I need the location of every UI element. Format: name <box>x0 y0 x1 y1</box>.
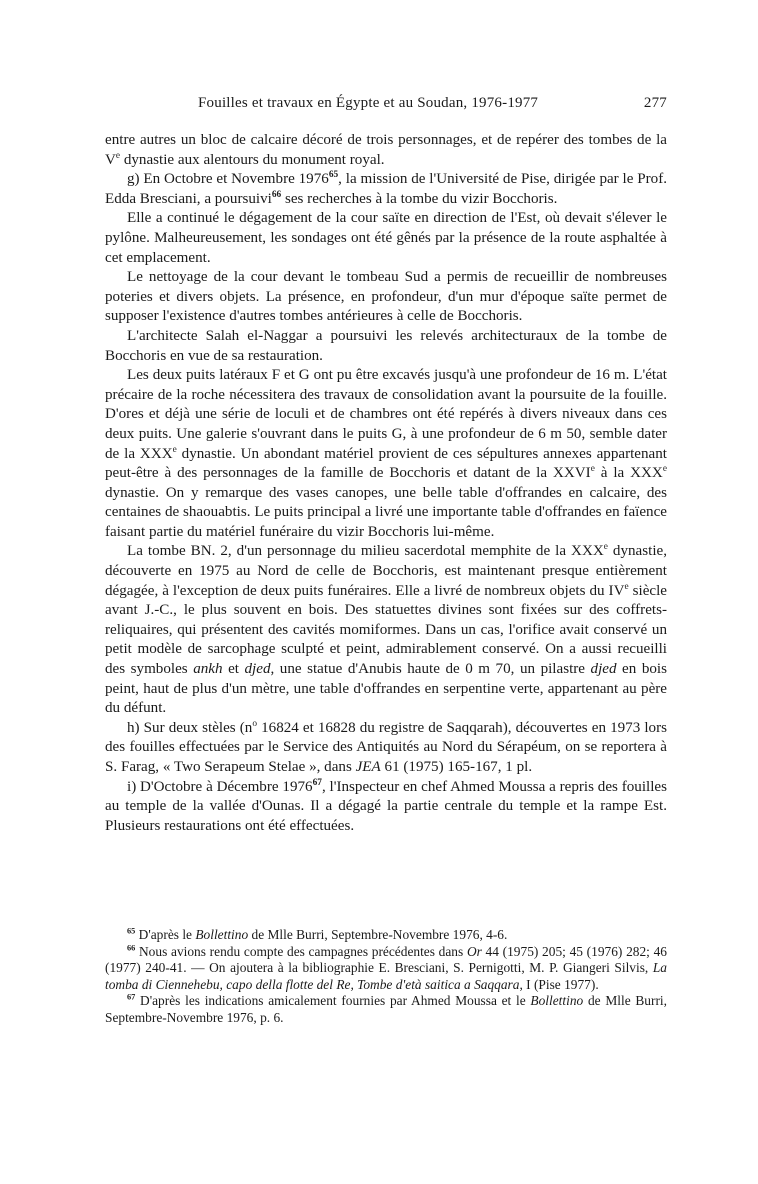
paragraph-continuation: entre autres un bloc de calcaire décoré de trois personnages, et de repérer des tombes de la Ve dynastie aux alentours du monument royal. <box>105 132 667 168</box>
paragraph: La tombe BN. 2, d'un personnage du milieu sacerdotal memphite de la XXXe dynastie, découverte en 1975 au Nord de celle de Bocchoris, est maintenant presque entièrement dégagée, à l'exception de deux puits funéraires. Elle a livré de nombreux objets du IVe siècle avant J.-C., le plus souvent en bois. Des statuettes divines sont fixées sur des coffrets-reliquaires, qui présentent des cavités momiformes. Dans un cas, l'orifice avait conservé un petit modèle de sarcophage sculpté et peint, admirablement conservé. On a aussi recueilli des symboles ankh et djed, une statue d'Anubis haute de 0 m 70, un pilastre djed en bois peint, haut de plus d'un mètre, une table d'offrandes en serpentine verte, appartenant au père du défunt. <box>105 542 667 717</box>
paragraph-i: i) D'Octobre à Décembre 1976$^{67}$, l'Inspecteur en chef Ahmed Moussa a repris des fouilles au temple de la vallée d'Ounas. Il a dégagé la partie centrale du temple et la rampe Est. Plusieurs restaurations ont été effectuées. <box>105 777 668 834</box>
body-text <box>105 131 667 836</box>
footnote-ref-66[interactable]: 66 <box>271 189 282 200</box>
page-number: 277 <box>643 95 667 111</box>
footnotes <box>105 927 667 1026</box>
paragraph: Les deux puits latéraux F et G ont pu être excavés jusqu'à une profondeur de 16 m. L'état précaire de la roche nécessitera des travaux de consolidation avant la poursuite de la fouille. D'ores et déjà une série de loculi et de chambres ont été repérés à divers niveaux dans ces deux puits. Une galerie s'ouvrant dans le puits G, à une profondeur de 6 m 50, semble dater de la XXXe dynastie. Un abondant matériel provient de ces sépultures annexes appartenant peut-être à des personnages de la famille de Bocchoris et datant de la XXVIe à la XXXe dynastie. On y remarque des vases canopes, une belle table d'offrandes en calcaire, des centaines de shaouabtis. Le puits principal a livré une importante table d'offrandes en faïence faisant partie du matériel funéraire du vizir Bocchoris lui-même. <box>105 367 667 540</box>
running-head <box>105 95 667 115</box>
footnote-65: $^{65}$ D'après le Bollettino de Mlle Burri, Septembre-Novembre 1976, 4-6. <box>127 926 508 942</box>
paragraph: Elle a continué le dégagement de la cour saïte en direction de l'Est, où devait s'élever le pylône. Malheureusement, les sondages ont été gênés par la présence de la route asphaltée à cet emplacement. <box>105 210 667 266</box>
footnote-ref-67[interactable]: 67 <box>312 777 322 788</box>
footnote-66: $^{66}$ Nous avions rendu compte des campagnes précédentes dans Or 44 (1975) 205; 45 (1976) 282; 46 (1977) 240-41. — On ajoutera à la bibliographie E. Bresciani, S. Pernigotti, M. P. Giangeri Silvis, La tomba di Ciennehebu, capo della flotte del Re, Tombe d'età saitica a Saqqara, I (Pise 1977). <box>105 943 668 992</box>
footnote-67: $^{67}$ D'après les indications amicalement fournies par Ahmed Moussa et le Bollettino de Mlle Burri, Septembre-Novembre 1976, p. 6. <box>105 992 667 1025</box>
paragraph-h: h) Sur deux stèles ($n^o$ 16824 et 16828 du registre de Saqqarah), découvertes en 1973 lors des fouilles effectuées par le Service des Antiquités au Nord du Sérapéum, on se reportera à S. Farag, « Two Serapeum Stelae », dans JEA 61 (1975) 165-167, 1 pl. <box>105 718 667 775</box>
running-title: Fouilles et travaux en Égypte et au Soudan, 1976-1977 <box>198 95 539 111</box>
paragraph: Le nettoyage de la cour devant le tombeau Sud a permis de recueillir de nombreuses poteries et divers objets. La présence, en profondeur, d'un mur d'époque saïte permet de supposer l'existence d'autres tombes antérieures à celle de Bocchoris. <box>105 269 667 325</box>
paragraph: L'architecte Salah el-Naggar a poursuivi les relevés architecturaux de la tombe de Bocchoris en vue de sa restauration. <box>105 327 667 364</box>
paragraph-g: g) En Octobre et Novembre 1976$^{65}$, la mission de l'Université de Pise, dirigée par le Prof. Edda Bresciani, a poursuivi$^{66}$ ses recherches à la tombe du vizir Bocchoris. <box>105 170 667 207</box>
footnote-ref-65[interactable]: 65 <box>328 170 339 181</box>
